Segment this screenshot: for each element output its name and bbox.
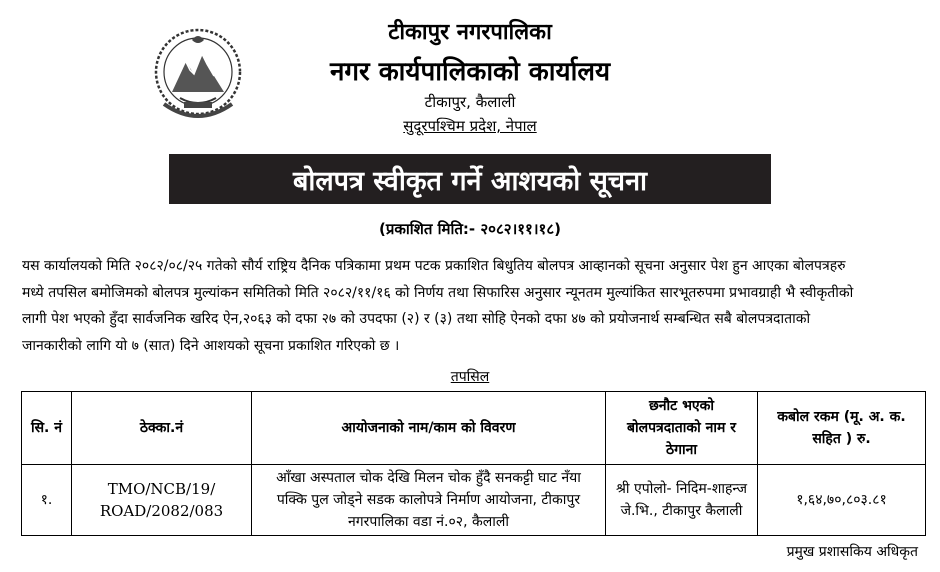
province-country: सुदूरपश्चिम प्रदेश, नेपाल [403,117,537,135]
header-bidder-line: छनौट भएको [648,398,715,414]
header-amount-line: कबोल रकम (मू. अ. क. [777,409,906,425]
notice-body [22,253,924,359]
body-line: जानकारीको लागि यो ७ (सात) दिने आशयको सूचना प्रकाशित गरिएको छ । [22,337,400,354]
office-name: नगर कार्यपालिकाको कार्यालय [329,57,611,87]
header-sn: सि. नं [22,392,72,465]
notice-title-banner [169,154,771,204]
header-amount [758,392,926,465]
body-line: मध्ये तपसिल बमोजिमको बोलपत्र मुल्यांकन समितिको मिति २०८२/११/१६ को निर्णय तथा सिफारिस अनुसार न्यूनतम मुल्यांकित सारभूतरुपमा प्रभावग्राही भै स्वीकृतीको [22,284,854,301]
table-header-row [22,392,926,465]
cell-amount: १,६४,७०,८०३.८१ [758,465,926,536]
header-project-line: आयोजनाको नाम/काम को विवरण [341,420,516,436]
bidder-line: श्री एपोलो- निदिम-शाहन्ज [616,481,747,497]
cell-bidder [606,465,758,536]
header-bidder-line: बोलपत्रदाताको नाम र [626,420,737,436]
header-project [252,392,606,465]
header-contract-no: ठेक्का.नं [72,392,252,465]
cell-sn: १. [22,465,72,536]
table-caption: तपसिल [450,369,490,385]
contract-line: ROAD/2082/083 [99,502,224,520]
body-line: लागी पेश भएको हुँदा सार्वजनिक खरिद ऐन,२०६३ को दफा २७ को उपदफा (२) र (३) तथा सोहि ऐनको दफा ४७ को प्रयोजनार्थ सम्बन्धित सबै बोलपत्रदाताको [22,311,811,327]
bid-table [21,391,926,536]
project-line: पक्कि पुल जोड्ने सडक कालोपत्रे निर्माण आयोजना, टीकापुर [276,492,581,508]
cell-contract-no [72,465,252,536]
municipality-name: टीकापुर नगरपालिका [388,20,552,45]
header-bidder-line: ठेगाना [665,442,698,458]
project-line: नगरपालिका वडा नं.०२, कैलाली [348,514,509,530]
office-address: टीकापुर, कैलाली [424,93,516,111]
bidder-line: जे.भि., टीकापुर कैलाली [620,503,743,519]
project-line: आँखा अस्पताल चोक देखि मिलन चोक हुँदै सनकट्टी घाट नँया [276,470,581,486]
body-line: यस कार्यालयको मिति २०८२/०८/२५ गतेको सौर्य राष्ट्रिय दैनिक पत्रिकामा प्रथम पटक प्रकाशित बिधुतिय बोलपत्र आव्हानको सूचना अनुसार पेश हुन आएका बोलपत्रहरु [22,258,846,274]
table-row [22,465,926,536]
contract-line: TMO/NCB/19/ [107,480,216,498]
signatory-title: प्रमुख प्रशासकिय अधिकृत [786,544,918,560]
header-bidder [606,392,758,465]
nepal-government-emblem-icon [152,18,244,126]
published-date: (प्रकाशित मिति:- २०८२।११।१८) [378,220,561,238]
notice-title: बोलपत्र स्वीकृत गर्ने आशयको सूचना [292,165,648,197]
cell-project [252,465,606,536]
header-amount-line: सहित ) रु. [812,431,871,447]
